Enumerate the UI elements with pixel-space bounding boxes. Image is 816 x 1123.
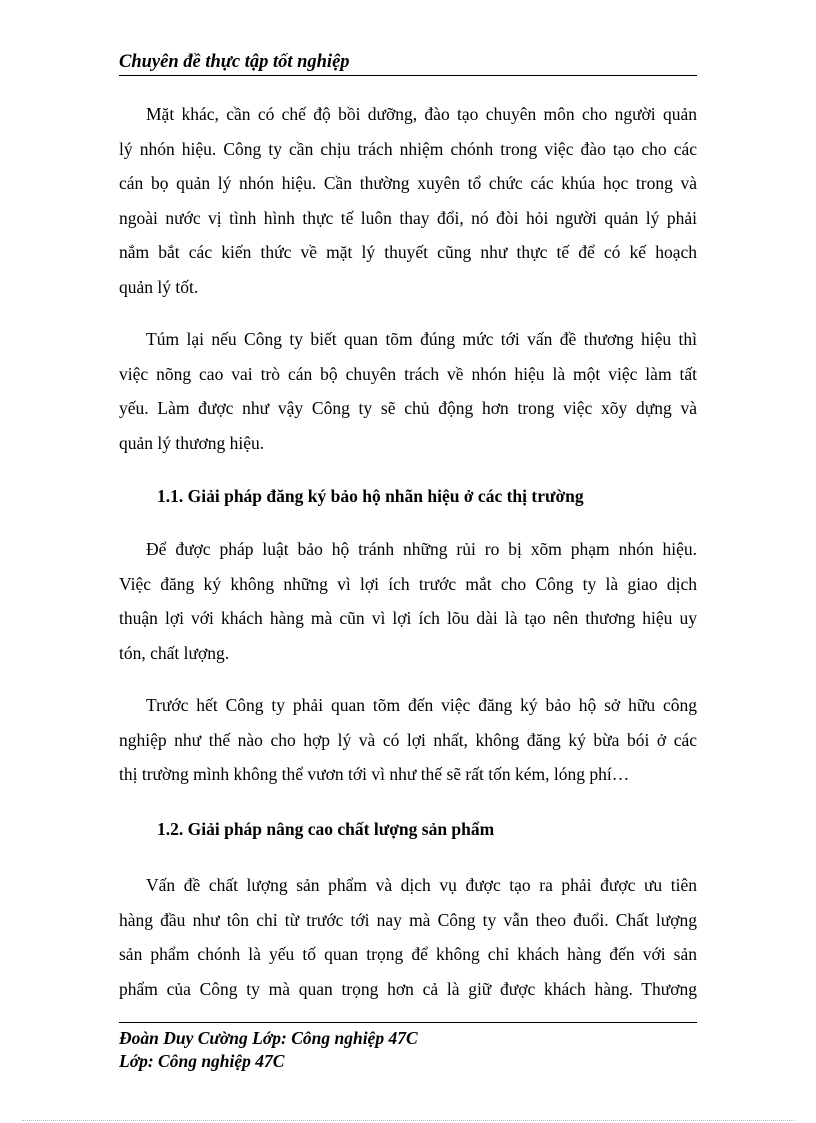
paragraph bbox=[119, 97, 697, 305]
text-line: sản phẩm chónh là yếu tố quan trọng để không chỉ khách hàng đến với sản bbox=[119, 944, 697, 965]
text-line: lý nhón hiệu. Công ty cần chịu trách nhiệm chónh trong việc đào tạo cho các bbox=[119, 138, 697, 159]
paragraph bbox=[119, 868, 697, 1006]
text-line: quản lý tốt. bbox=[119, 276, 199, 297]
text-line: tón, chất lượng. bbox=[119, 642, 230, 663]
text-line: nắm bắt các kiến thức về mặt lý thuyết cũng như thực tế để có kế hoạch bbox=[119, 242, 697, 263]
paragraph bbox=[119, 688, 697, 792]
text-line: cán bọ quản lý nhón hiệu. Cần thường xuyên tổ chức các khúa học trong và bbox=[119, 173, 697, 194]
text-line: Việc đăng ký không những vì lợi ích trước mắt cho Công ty là giao dịch bbox=[119, 573, 697, 594]
text-line: thị trường mình không thể vươn tới vì như thế sẽ rất tốn kém, lóng phí… bbox=[119, 764, 630, 785]
header-divider bbox=[119, 75, 697, 76]
text-line: Trước hết Công ty phải quan tõm đến việc đăng ký bảo hộ sở hữu công bbox=[146, 695, 697, 715]
text-line: Để được pháp luật bảo hộ tránh những rủi ro bị xõm phạm nhón hiệu. bbox=[146, 539, 697, 559]
footer-class: Lớp: Công nghiệp 47C bbox=[119, 1051, 285, 1071]
text-line: Vấn đề chất lượng sản phẩm và dịch vụ được tạo ra phải được ưu tiên bbox=[146, 875, 697, 895]
text-line: phẩm của Công ty mà quan trọng hơn cả là giữ được khách hàng. Thương bbox=[119, 978, 697, 999]
text-line: Túm lại nếu Công ty biết quan tõm đúng mức tới vấn đề thương hiệu thì bbox=[146, 329, 697, 349]
page-header-title: Chuyên đề thực tập tốt nghiệp bbox=[119, 52, 350, 72]
page-bottom-edge bbox=[22, 1120, 794, 1121]
text-line: quản lý thương hiệu. bbox=[119, 432, 265, 453]
text-line: nghiệp như thế nào cho hợp lý và có lợi nhất, không đăng ký bừa bói ở các bbox=[119, 729, 697, 750]
text-line: việc nõng cao vai trò cán bộ chuyên trách về nhón hiệu là một việc làm tất bbox=[119, 363, 697, 384]
paragraph bbox=[119, 322, 697, 460]
footer-author: Đoàn Duy Cường Lớp: Công nghiệp 47C bbox=[119, 1028, 418, 1048]
footer-divider bbox=[119, 1022, 697, 1023]
text-line: Mặt khác, cần có chế độ bồi dưỡng, đào tạo chuyên môn cho người quản bbox=[146, 104, 697, 124]
text-line: yếu. Làm được như vậy Công ty sẽ chủ động hơn trong việc xõy dựng và bbox=[119, 398, 697, 419]
text-line: ngoài nước vị tình hình thực tế luôn thay đổi, nó đòi hỏi người quản lý phải bbox=[119, 207, 697, 228]
text-line: thuận lợi với khách hàng mà cũn vì lợi ích lõu dài là tạo nên thương hiệu uy bbox=[119, 608, 697, 629]
text-line: hàng đầu như tôn chỉ từ trước tới nay mà Công ty vẫn theo đuổi. Chất lượng bbox=[119, 909, 697, 930]
paragraph bbox=[119, 532, 697, 670]
section-heading: 1.1. Giải pháp đăng ký bảo hộ nhãn hiệu ở các thị trường bbox=[157, 486, 584, 506]
section-heading: 1.2. Giải pháp nâng cao chất lượng sản phẩm bbox=[157, 819, 495, 839]
